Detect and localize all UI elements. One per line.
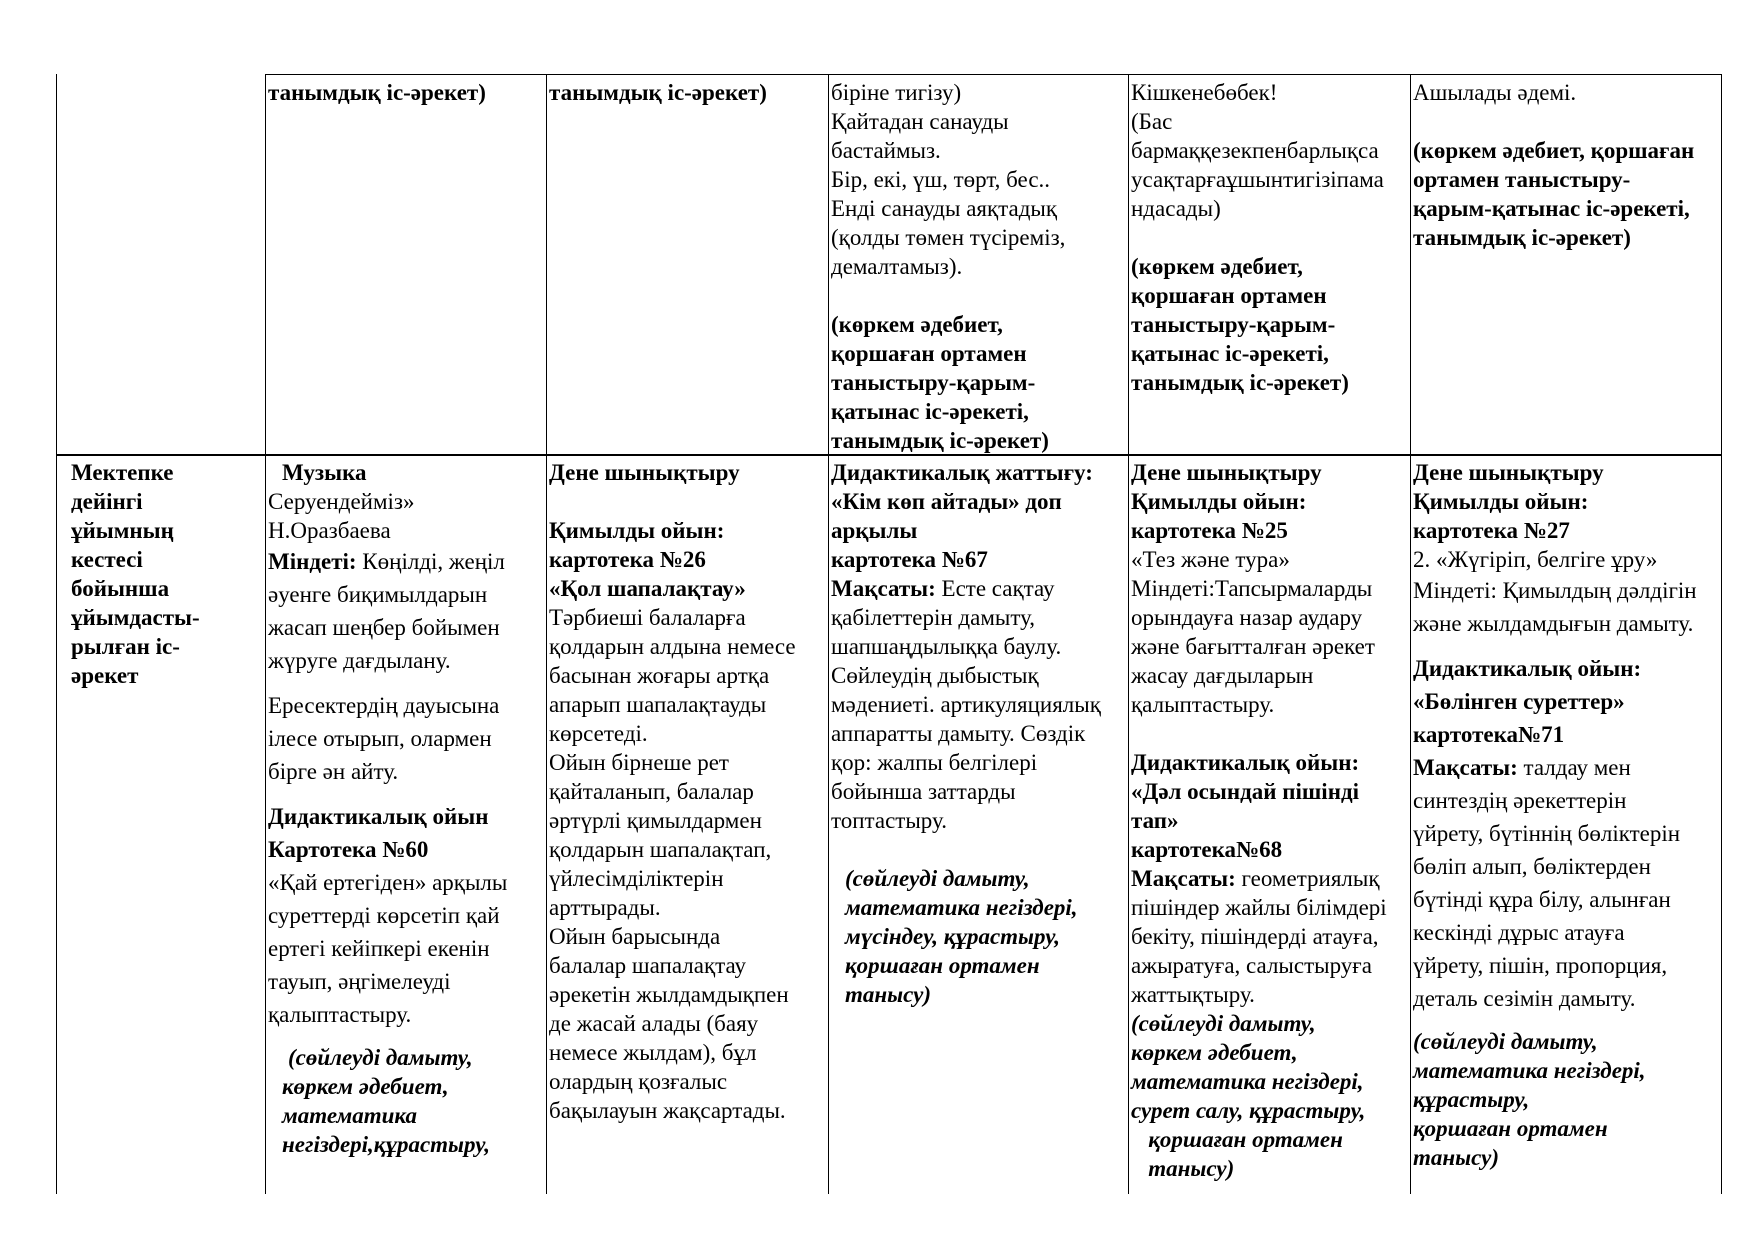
cell-text: (қолды төмен түсіреміз, [831, 225, 1066, 250]
row-header-text: ұйымның [71, 518, 174, 543]
row-header-text: кестесі [71, 547, 143, 572]
row1-col6 [1413, 78, 1694, 252]
cell-text: танымдық іс-әрекет) [268, 80, 486, 105]
cell-text: синтездің әрекеттерін [1413, 788, 1627, 813]
subject-areas: (көркем әдебиет, [1131, 254, 1303, 279]
cell-text: де жасай алады (баяу [549, 1011, 759, 1036]
row-header-text: ұйымдасты- [71, 605, 200, 630]
cell-text: Ойын бірнеше рет [549, 750, 729, 775]
row-header-text: рылған іс- [71, 634, 180, 659]
subject-areas: математика негіздері, [845, 895, 1078, 920]
game-title: Қимылды ойын: [549, 518, 725, 543]
cell-text: апарып шапалақтауды [549, 692, 767, 717]
subject-areas: таныстыру-қарым- [1131, 312, 1336, 337]
subject-areas: танысу) [1131, 1156, 1235, 1181]
cell-text: қолдарын шапалақтап, [549, 837, 772, 862]
cell-text: әуенге биқимылдарын [268, 582, 488, 607]
cell-text: қабілеттерін дамыту, [831, 605, 1036, 630]
cell-text: (Бас [1131, 109, 1173, 134]
cell-text: 2. «Жүгіріп, белгіге ұру» [1413, 547, 1658, 572]
game-title: «Кім көп айтады» доп [831, 489, 1062, 514]
column-divider [1128, 74, 1129, 1194]
cell-text: бойынша заттарды [831, 779, 1016, 804]
cell-text: бүтінді құра білу, алынған [1413, 887, 1671, 912]
game-title: картотека №26 [549, 547, 706, 572]
cell-text: Серуендейміз» [268, 489, 415, 514]
cell-text: және бағытталған әрекет [1131, 634, 1375, 659]
cell-text: және жылдамдығын дамыту. [1413, 611, 1694, 636]
cell-text: жасау дағдыларын [1131, 663, 1314, 688]
row2-col6 [1413, 458, 1697, 1172]
cell-text: бірге ән айту. [268, 759, 399, 784]
subject-areas: (көркем әдебиет, [831, 312, 1003, 337]
row2-col5 [1131, 458, 1387, 1183]
cell-text: ілесе отырып, олармен [268, 726, 492, 751]
cell-text: Ересектердің дауысына [268, 693, 500, 718]
cell-text: пішіндер жайлы білімдері [1131, 895, 1387, 920]
cell-text: қайталанып, балалар [549, 779, 754, 804]
task-label: Міндеті: [268, 549, 357, 574]
activity-title: Музыка [282, 460, 367, 485]
subject-areas: танымдық іс-әрекет) [1413, 225, 1631, 250]
cell-text: ндасады) [1131, 196, 1221, 221]
goal-label: Мақсаты: [1131, 866, 1236, 891]
cell-text: усақтарғаұшынтигізіпама [1131, 167, 1384, 192]
subject-areas: математика негіздері, [1131, 1069, 1364, 1094]
cell-text: шапшаңдылыққа баулу. [831, 634, 1062, 659]
game-title: картотека№68 [1131, 837, 1283, 862]
row2-col3 [549, 458, 796, 1125]
activity-title: Дене шынықтыру [549, 460, 740, 485]
goal-text: геометриялық [1235, 866, 1380, 891]
game-title: картотека №27 [1413, 518, 1570, 543]
cell-text: қалыптастыру. [1131, 692, 1275, 717]
subject-areas: қатынас іс-әрекеті, [831, 399, 1029, 424]
game-title: Картотека №60 [268, 837, 429, 862]
cell-text: жаттықтыру. [1131, 982, 1255, 1007]
subject-areas: танысу) [1413, 1145, 1500, 1170]
subject-areas: негіздері,құрастыру, [282, 1132, 491, 1157]
cell-text: бармаққезекпенбарлықса [1131, 138, 1379, 163]
subject-areas: қоршаған ортамен [831, 341, 1027, 366]
cell-text: Міндеті:Тапсырмаларды [1131, 576, 1373, 601]
cell-text: Ойын барысында [549, 924, 721, 949]
game-title: «Қол шапалақтау» [549, 576, 746, 601]
subject-areas: (сөйлеуді дамыту, [288, 1045, 473, 1070]
cell-text: ажыратуға, салыстыруға [1131, 953, 1372, 978]
cell-text: олардың қозғалыс [549, 1069, 728, 1094]
task-text: Көңілді, жеңіл [356, 549, 505, 574]
subject-areas: мүсіндеу, құрастыру, [845, 924, 1061, 949]
row1-col3 [549, 78, 767, 107]
subject-areas: сурет салу, құрастыру, [1131, 1098, 1366, 1123]
cell-text: кескінді дұрыс атауға [1413, 920, 1625, 945]
subject-areas: ортамен таныстыру- [1413, 167, 1631, 192]
cell-text: біріне тигізу) [831, 80, 962, 105]
subject-areas: танысу) [845, 982, 932, 1007]
cell-text: Ашылады әдемі. [1413, 80, 1577, 105]
cell-text: «Қай ертегіден» арқылы [268, 870, 508, 895]
subject-areas: таныстыру-қарым- [831, 370, 1036, 395]
subject-areas: (сөйлеуді дамыту, [845, 866, 1030, 891]
subject-areas: көркем әдебиет, [1131, 1040, 1298, 1065]
cell-text: үйрету, бүтіннің бөліктерін [1413, 821, 1681, 846]
cell-text: ертегі кейіпкері екенін [268, 936, 490, 961]
subject-areas: көркем әдебиет, [282, 1074, 449, 1099]
subject-areas: қоршаған ортамен [1131, 1127, 1343, 1152]
table-border-left [56, 74, 57, 1194]
game-title: «Дәл осындай пішінді [1131, 779, 1359, 804]
table-border-top [265, 74, 1721, 75]
game-title: Дидактикалық ойын: [1131, 750, 1360, 775]
cell-text: қор: жалпы белгілері [831, 750, 1038, 775]
cell-text: Тәрбиеші балаларға [549, 605, 746, 630]
cell-text: жүруге дағдылану. [268, 648, 451, 673]
subject-areas: (көркем әдебиет, қоршаған [1413, 138, 1695, 163]
cell-text: тауып, әңгімелеуді [268, 969, 451, 994]
cell-text: Сөйлеудің дыбыстық [831, 663, 1039, 688]
subject-areas: танымдық іс-әрекет) [831, 428, 1049, 453]
cell-text: әрекетін жылдамдықпен [549, 982, 789, 1007]
subject-areas: қоршаған ортамен [1131, 283, 1327, 308]
row-header-text: әрекет [71, 663, 139, 688]
row1-col5 [1131, 78, 1384, 397]
game-title: «Бөлінген суреттер» [1413, 689, 1625, 714]
goal-label: Мақсаты: [1413, 755, 1518, 780]
schedule-table [56, 74, 1721, 1194]
game-title: картотека №67 [831, 547, 988, 572]
cell-text: көрсетеді. [549, 721, 648, 746]
cell-text: басынан жоғары артқа [549, 663, 770, 688]
cell-text: Міндеті: Қимылдың дәлдігін [1413, 578, 1697, 603]
row2-col4 [831, 458, 1101, 1009]
cell-text: бақылауын жақсартады. [549, 1098, 786, 1123]
game-title: арқылы [831, 518, 918, 543]
cell-text: бастаймыз. [831, 138, 941, 163]
game-title: Дидактикалық жаттығу: [831, 460, 1093, 485]
goal-label: Мақсаты: [831, 576, 936, 601]
row2-col2 [268, 458, 507, 1159]
cell-text: қолдарын алдына немесе [549, 634, 796, 659]
cell-text: үйрету, пішін, пропорция, [1413, 953, 1668, 978]
row-header-text: Мектепке [71, 460, 174, 485]
cell-text: жасап шеңбер бойымен [268, 615, 500, 640]
cell-text: әртүрлі қимылдармен [549, 808, 762, 833]
cell-text: Бір, екі, үш, төрт, бес.. [831, 167, 1051, 192]
game-title: Қимылды ойын: [1131, 489, 1307, 514]
cell-text: Н.Оразбаева [268, 518, 391, 543]
game-title: Дидактикалық ойын [268, 804, 489, 829]
row-header [71, 458, 200, 690]
cell-text: арттырады. [549, 895, 661, 920]
game-title: тап» [1131, 808, 1179, 833]
game-title: Дидактикалық ойын: [1413, 656, 1642, 681]
game-title: Қимылды ойын: [1413, 489, 1589, 514]
table-border-right [1721, 74, 1722, 1194]
row1-col4 [831, 78, 1065, 455]
subject-areas: (сөйлеуді дамыту, [1413, 1029, 1598, 1054]
row1-col2 [268, 78, 486, 107]
subject-areas: қатынас іс-әрекеті, [1131, 341, 1329, 366]
cell-text: бекіту, пішіндерді атауға, [1131, 924, 1379, 949]
goal-text: талдау мен [1517, 755, 1631, 780]
subject-areas: қарым-қатынас іс-әрекеті, [1413, 196, 1690, 221]
cell-text: суреттерді көрсетіп қай [268, 903, 500, 928]
cell-text: Кішкенебөбек! [1131, 80, 1278, 105]
subject-areas: (сөйлеуді дамыту, [1131, 1011, 1316, 1036]
game-title: картотека№71 [1413, 722, 1565, 747]
cell-text: балалар шапалақтау [549, 953, 747, 978]
game-title: картотека №25 [1131, 518, 1288, 543]
subject-areas: құрастыру, [1413, 1087, 1530, 1112]
cell-text: орындауға назар аудару [1131, 605, 1363, 630]
subject-areas: математика негіздері, [1413, 1058, 1646, 1083]
cell-text: деталь сезімін дамыту. [1413, 986, 1636, 1011]
cell-text: демалтамыз). [831, 254, 963, 279]
cell-text: үйлесімділіктерін [549, 866, 724, 891]
cell-text: топтастыру. [831, 808, 947, 833]
column-divider [828, 74, 829, 1194]
activity-title: Дене шынықтыру [1413, 460, 1604, 485]
cell-text: аппаратты дамыту. Сөздік [831, 721, 1086, 746]
subject-areas: қоршаған ортамен [845, 953, 1040, 978]
activity-title: Дене шынықтыру [1131, 460, 1322, 485]
column-divider [546, 74, 547, 1194]
subject-areas: қоршаған ортамен [1413, 1116, 1608, 1141]
row-header-text: дейінгі [71, 489, 143, 514]
goal-text: Есте сақтау [935, 576, 1055, 601]
cell-text: қалыптастыру. [268, 1002, 412, 1027]
cell-text: танымдық іс-әрекет) [549, 80, 767, 105]
subject-areas: танымдық іс-әрекет) [1131, 370, 1349, 395]
cell-text: бөліп алып, бөліктерден [1413, 854, 1651, 879]
cell-text: Қайтадан санауды [831, 109, 1009, 134]
cell-text: немесе жылдам), бұл [549, 1040, 757, 1065]
cell-text: Енді санауды аяқтадық [831, 196, 1058, 221]
subject-areas: математика [282, 1103, 418, 1128]
cell-text: мәдениеті. артикуляциялық [831, 692, 1101, 717]
column-divider [1410, 74, 1411, 1194]
column-divider [265, 74, 266, 1194]
cell-text: «Тез және тура» [1131, 547, 1290, 572]
row-header-text: бойынша [71, 576, 170, 601]
